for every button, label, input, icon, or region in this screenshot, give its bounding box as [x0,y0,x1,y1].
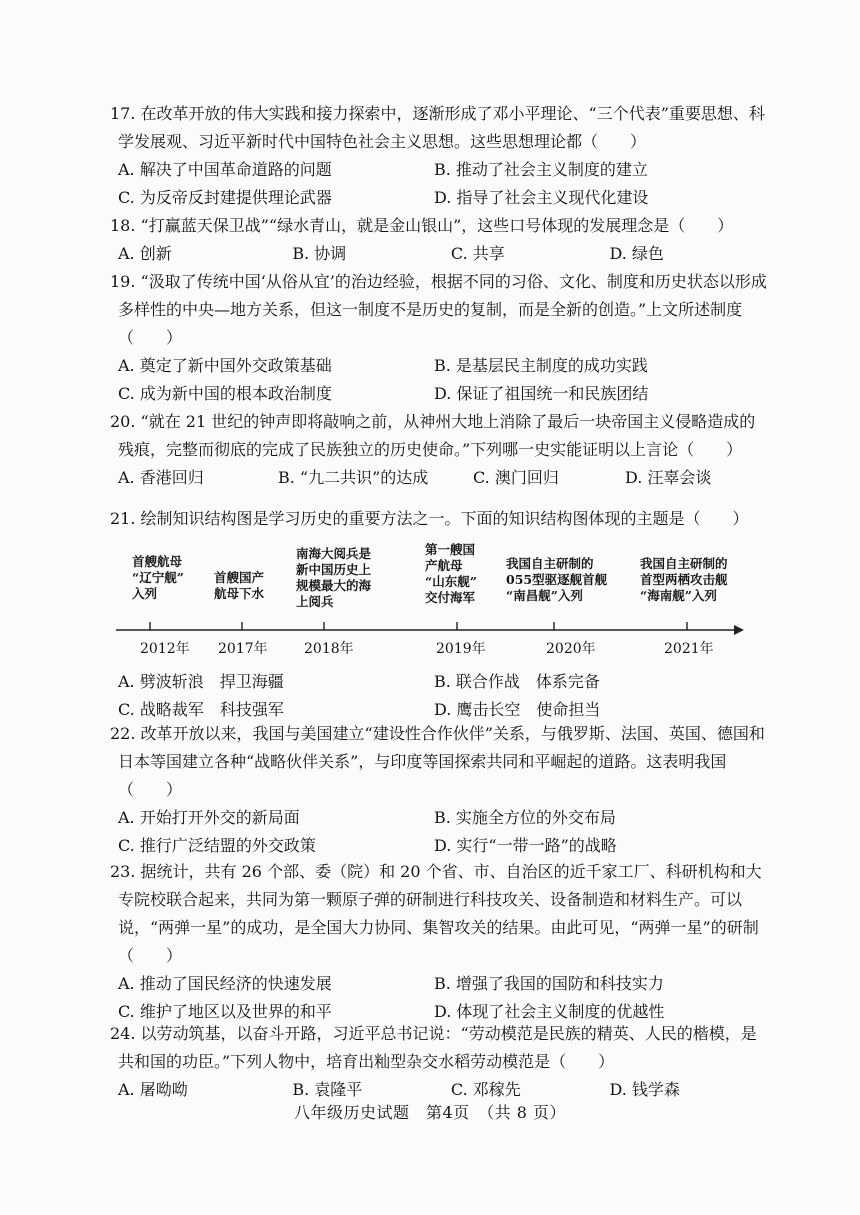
option-b: B. 推动了社会主义制度的建立 [434,160,648,179]
option-a: A. 劈波斩浪 捍卫海疆 [118,672,284,691]
option-c: C. 维护了地区以及世界的和平 [118,1002,332,1021]
timeline-year-2021: 2021年 [664,641,714,657]
question-stem: 18. “打赢蓝天保卫战”“绿水青山，就是金山银山”，这些口号体现的发展理念是（ ） [110,216,734,235]
question-stem: 21. 绘制知识结构图是学习历史的重要方法之一。下面的知识结构图体现的主题是（ ） [110,509,749,528]
option-d: D. 汪辜会谈 [625,468,712,487]
option-b: B. 袁隆平 [292,1080,363,1099]
question-stem: 22. 改革开放以来，我国与美国建立“建设性合作伙伴”关系，与俄罗斯、法国、英国、德国和日本等国建立各种“战略伙伴关系”，与印度等国探索共同和平崛起的道路。这表明我国（ ） [110,724,765,799]
timeline-year-2017: 2017年 [218,641,268,657]
option-d: D. 绿色 [609,244,664,263]
timeline-event-2020: 我国自主研制的 055型驱逐舰首舰 “南昌舰”入列 [506,556,608,603]
question-stem: 23. 据统计，共有 26 个部、委（院）和 20 个省、市、自治区的近千家工厂、科研机构和大专院校联合起来，共同为第一颗原子弹的研制进行科技攻关、设备制造和材料生产。可以说，“两弹一星”的成功，是全国大力协同、集智攻关的结果。由此可见，“两弹一星”的研制（ ） [110,862,762,965]
question-stem: 24. 以劳动筑基，以奋斗开路，习近平总书记说：“劳动模范是民族的精英、人民的楷模，是共和国的功臣。”下列人物中，培育出籼型杂交水稻劳动模范是（ ） [110,1024,757,1071]
option-b: B. “九二共识”的达成 [278,468,429,487]
option-c: C. 战略裁军 科技强军 [118,700,284,719]
option-b: B. 增强了我国的国防和科技实力 [434,974,664,993]
question-stem: 20. “就在 21 世纪的钟声即将敲响之前，从神州大地上消除了最后一块帝国主义侵略造成的残痕，完整而彻底的完成了民族独立的历史使命。”下列哪一史实能证明以上言论（ ） [110,412,756,459]
option-c: C. 为反帝反封建提供理论武器 [118,188,332,207]
timeline-event-2017: 首艘国产 航母下水 [214,570,265,601]
question-stem: 19. “汲取了传统中国‘从俗从宜’的治边经验，根据不同的习俗、文化、制度和历史状态以形成多样性的中央—地方关系，但这一制度不是历史的复制，而是全新的创造。”上文所述制度（ ） [110,272,767,347]
option-a: A. 推动了国民经济的快速发展 [118,974,332,993]
option-a: A. 创新 [118,244,172,263]
page-footer: 八年级历史试题 第4页 （共 8 页） [293,1103,567,1122]
option-c: C. 共享 [450,244,505,263]
option-b: B. 联合作战 体系完备 [434,672,600,691]
question-21 [110,505,768,533]
timeline-year-2019: 2019年 [436,641,486,657]
question-23 [110,858,768,1026]
option-d: D. 实行“一带一路”的战略 [434,836,617,855]
question-17 [110,100,768,212]
timeline-year-2020: 2020年 [546,641,596,657]
option-b: B. 协调 [292,244,347,263]
option-a: A. 奠定了新中国外交政策基础 [118,356,332,375]
option-b: B. 是基层民主制度的成功实践 [434,356,648,375]
question-18 [110,212,768,268]
question-19 [110,268,768,408]
question-stem: 17. 在改革开放的伟大实践和接力探索中，逐渐形成了邓小平理论、“三个代表”重要思想、科学发展观、习近平新时代中国特色社会主义思想。这些思想理论都（ ） [110,104,765,151]
option-d: D. 鹰击长空 使命担当 [434,700,601,719]
question-22 [110,720,768,860]
option-a: A. 屠呦呦 [118,1080,188,1099]
question-24 [110,1020,768,1104]
option-d: D. 保证了祖国统一和民族团结 [434,384,649,403]
option-a: A. 开始打开外交的新局面 [118,808,300,827]
timeline-year-2012: 2012年 [140,641,190,657]
question-20 [110,408,768,492]
option-d: D. 指导了社会主义现代化建设 [434,188,649,207]
option-c: C. 成为新中国的根本政治制度 [118,384,332,403]
question-21-options [118,668,768,724]
timeline-event-2018: 南海大阅兵是 新中国历史上 规模最大的海 上阅兵 [296,546,372,609]
option-b: B. 实施全方位的外交布局 [434,808,616,827]
knowledge-timeline [112,540,752,665]
option-d: D. 钱学森 [609,1080,680,1099]
timeline-event-2021: 我国自主研制的 首型两栖攻击舰 “海南舰”入列 [640,556,728,603]
option-c: C. 推行广泛结盟的外交政策 [118,836,316,855]
timeline-year-2018: 2018年 [304,641,354,657]
option-c: C. 邓稼先 [450,1080,521,1099]
timeline-event-2019: 第一艘国 产航母 “山东舰” 交付海军 [425,542,477,605]
option-a: A. 香港回归 [118,468,204,487]
option-d: D. 体现了社会主义制度的优越性 [434,1002,665,1021]
timeline-event-2012: 首艘航母 “辽宁舰” 入列 [132,554,184,601]
option-a: A. 解决了中国革命道路的问题 [118,160,332,179]
option-c: C. 澳门回归 [473,468,559,487]
